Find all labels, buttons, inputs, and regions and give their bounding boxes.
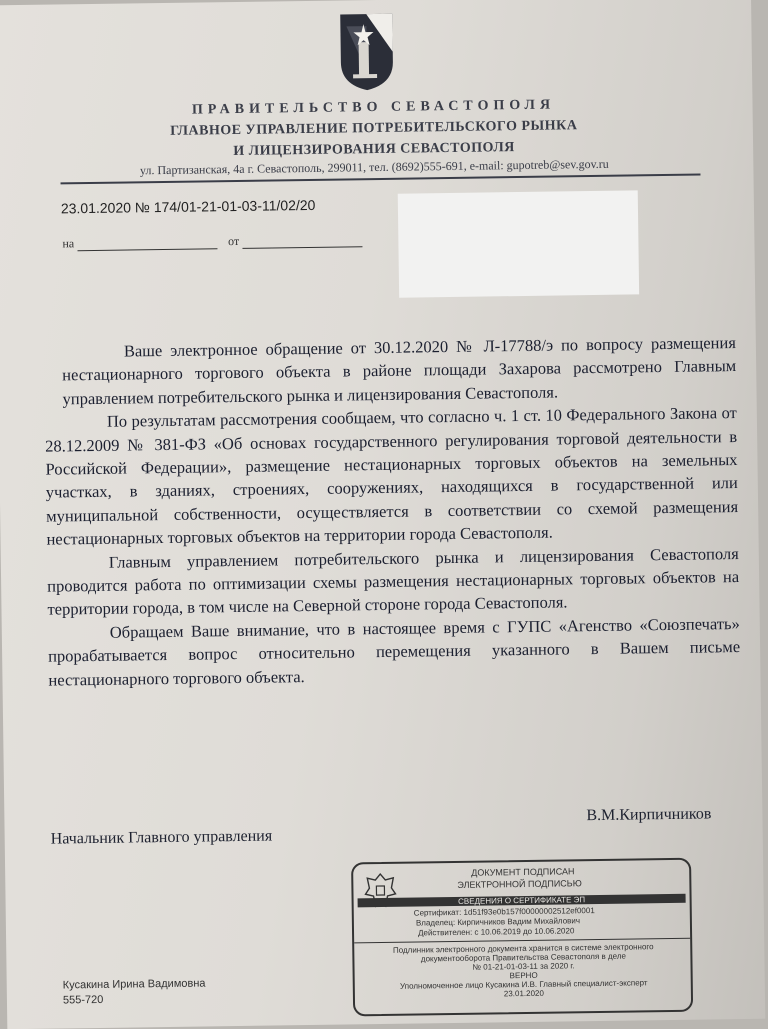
certificate-id: Сертификат: 1d51f93e0b157f00000002512ef0001 bbox=[413, 906, 595, 918]
reference-line bbox=[62, 232, 362, 251]
signer-position: Начальник Главного управления bbox=[50, 827, 273, 848]
executor-block bbox=[63, 976, 206, 1008]
electronic-signature-stamp bbox=[351, 858, 693, 1017]
certificate-owner: Владелец: Кирпичников Вадим Михайлович bbox=[415, 916, 581, 928]
department-heading-cont: И ЛИЦЕНЗИРОВАНИЯ СЕВАСТОПОЛЯ bbox=[233, 140, 515, 160]
stamp-original-note: Подлинник электронного документа хранится в системе электронного bbox=[392, 942, 654, 955]
ot-label: от bbox=[228, 233, 240, 249]
redacted-addressee bbox=[398, 190, 639, 297]
body-paragraph: Ваше электронное обращение от 30.12.2020 № Л-17788/э по вопросу размещения нестационарного торгового объекта в районе площади Захарова рассмотрено Главным управлением потребительского рынка и лицензирования Севастополя. bbox=[62, 333, 737, 409]
na-blank bbox=[77, 236, 217, 251]
certificate-bar: СВЕДЕНИЯ О СЕРТИФИКАТЕ ЭП bbox=[358, 894, 686, 908]
sevastopol-coat-of-arms-icon bbox=[338, 12, 395, 93]
stamp-subtitle: ЭЛЕКТРОННОЙ ПОДПИСЬЮ bbox=[457, 878, 582, 890]
certificate-validity: Действителен: с 10.06.2019 до 10.06.2020 bbox=[417, 926, 575, 938]
stamp-authorized-person: Уполномоченное лицо Кусакина И.В. Главный специалист-эксперт bbox=[399, 978, 648, 991]
stamp-original-note: документооборота Правительства Севастополя в деле bbox=[420, 951, 626, 964]
government-heading: ПРАВИТЕЛЬСТВО СЕВАСТОПОЛЯ bbox=[191, 97, 556, 118]
stamp-verified: ВЕРНО bbox=[509, 970, 538, 981]
department-address: ул. Партизанская, 4а г. Севастополь, 299011, тел. (8692)555-691, e-mail: gupotreb@sev.gov.ru bbox=[139, 156, 609, 178]
letter-body bbox=[44, 331, 741, 692]
stamp-case-number: № 01-21-01-03-11 за 2020 г. bbox=[472, 961, 575, 972]
executor-phone: 555-720 bbox=[62, 993, 104, 1007]
body-paragraph: Обращаем Ваше внимание, что в настоящее время с ГУПС «Агенство «Союзпечать» прорабатывается вопрос относительно перемещения указанного в Вашем письме нестационарного торгового объекта. bbox=[48, 613, 741, 690]
signer-name: В.М.Кирпичников bbox=[586, 805, 712, 825]
registration-number: 23.01.2020 № 174/01-21-01-03-11/02/20 bbox=[60, 196, 316, 217]
ot-blank bbox=[242, 234, 362, 249]
body-paragraph: По результатам рассмотрения сообщаем, что согласно ч. 1 ст. 10 Федерального Закона от 28.12.2009 № 381-ФЗ «Об основах государственного регулирования торговой деятельности в Российской Федерации», размещение нестационарных торговых объектов на земельных участках, в зданиях, строениях, сооружениях, находящихся в государственной или муниципальной собственности, осуществляется в соответствии со схемой размещения нестационарных торговых объектов на территории города Севастополя. bbox=[45, 403, 739, 549]
department-heading: ГЛАВНОЕ УПРАВЛЕНИЕ ПОТРЕБИТЕЛЬСКОГО РЫНКА bbox=[170, 118, 578, 139]
body-paragraph: Главным управлением потребительского рынка и лицензирования Севастополя проводится работа по оптимизации схемы размещения нестационарных торговых объектов на территории города, в том числе на Северной стороне города Севастополя. bbox=[47, 543, 740, 620]
executor-name: Кусакина Ирина Вадимовна bbox=[62, 977, 206, 992]
na-label: на bbox=[62, 236, 75, 251]
stamp-title: ДОКУМЕНТ ПОДПИСАН bbox=[471, 866, 575, 878]
stamp-date: 23.01.2020 bbox=[503, 988, 544, 999]
